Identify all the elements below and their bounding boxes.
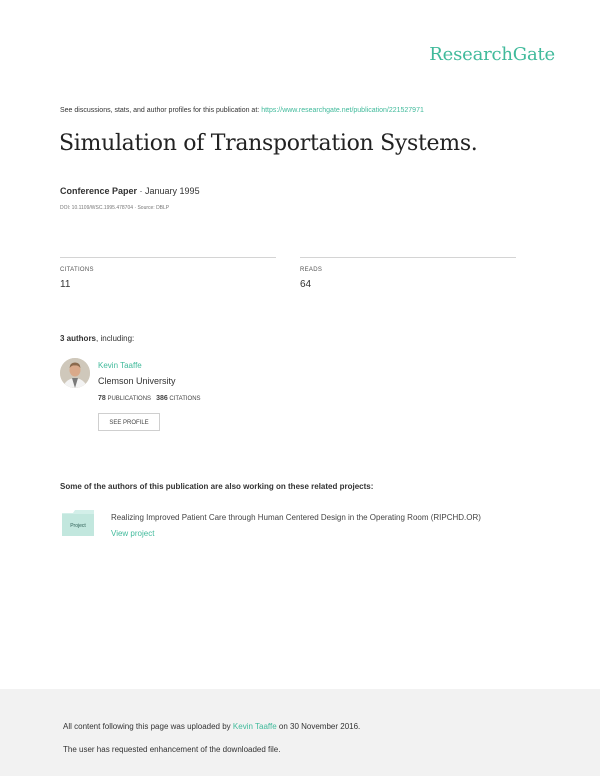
reads-label: READS	[300, 267, 323, 273]
upload-note-suffix: on 30 November 2016.	[278, 722, 361, 731]
authors-suffix: , including:	[96, 334, 135, 343]
author-citations-count: 386	[156, 395, 168, 402]
related-projects-heading: Some of the authors of this publication are also working on these related projects:	[60, 482, 374, 491]
author-avatar[interactable]	[60, 358, 90, 388]
project-title: Realizing Improved Patient Care through Human Centered Design in the Operating Room (RIPCHD.OR)	[111, 513, 481, 522]
reads-value: 64	[300, 279, 312, 290]
publications-count: 78	[98, 395, 106, 402]
author-institution: Clemson University	[98, 376, 176, 386]
publication-meta	[60, 186, 200, 196]
authors-count: 3 authors	[60, 334, 97, 343]
doi-source-line: DOI: 10.1109/WSC.1995.478704 · Source: DBLP	[60, 205, 170, 211]
project-folder-icon[interactable]	[62, 510, 94, 541]
discussions-note	[60, 107, 424, 114]
author-name-link[interactable]: Kevin Taaffe	[98, 361, 142, 370]
publication-title: Simulation of Transportation Systems.	[59, 131, 478, 156]
footer-panel	[0, 689, 600, 776]
researchgate-logo[interactable]: ResearchGate	[429, 44, 555, 65]
citations-label: CITATIONS	[60, 267, 94, 273]
publications-label: PUBLICATIONS	[107, 396, 152, 402]
enhancement-note: The user has requested enhancement of the downloaded file.	[63, 745, 281, 754]
citations-stat	[60, 257, 276, 290]
author-stats	[98, 395, 201, 402]
discussions-text: See discussions, stats, and author profiles for this publication at:	[60, 107, 260, 114]
upload-note	[63, 722, 360, 731]
authors-heading	[60, 334, 134, 343]
uploader-link[interactable]: Kevin Taaffe	[232, 722, 277, 731]
reads-stat	[300, 257, 516, 290]
project-icon-label: Project	[70, 523, 86, 529]
meta-separator: ·	[137, 186, 146, 196]
upload-note-prefix: All content following this page was uploaded by	[63, 722, 231, 731]
publication-type: Conference Paper	[60, 186, 138, 196]
publication-url-link[interactable]: https://www.researchgate.net/publication/221527971	[261, 107, 424, 114]
see-profile-button[interactable]: SEE PROFILE	[98, 413, 160, 431]
publication-date: January 1995	[145, 186, 200, 196]
view-project-link[interactable]: View project	[111, 529, 155, 538]
citations-value: 11	[60, 279, 71, 290]
author-citations-label: CITATIONS	[169, 396, 201, 402]
author-photo-icon	[60, 358, 90, 388]
